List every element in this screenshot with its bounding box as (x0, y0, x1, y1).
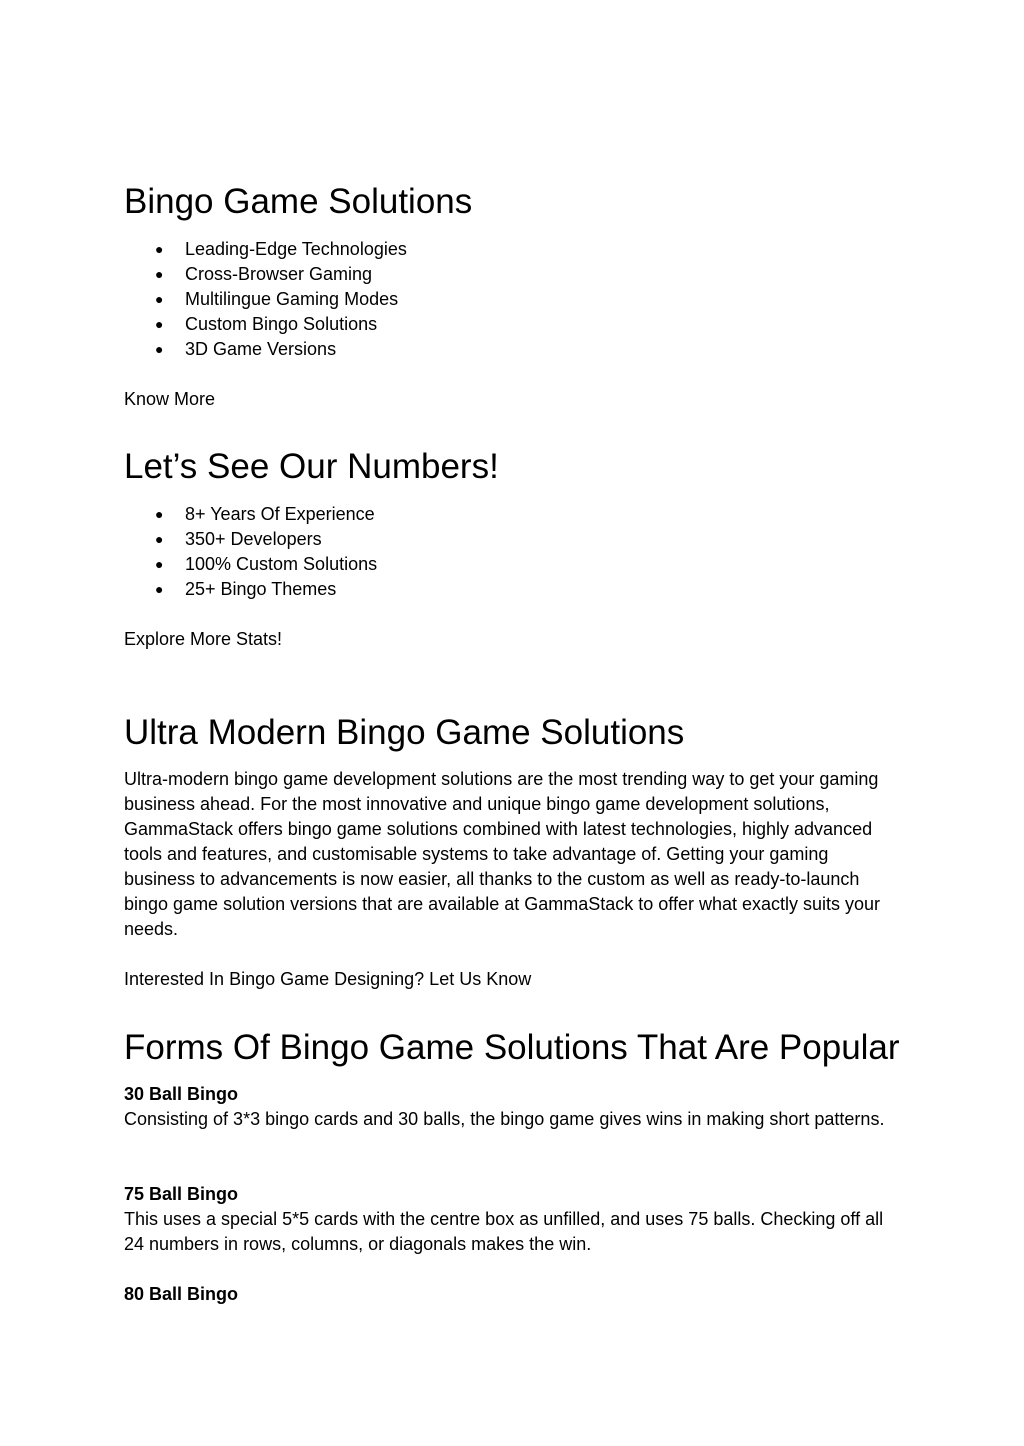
form-80-ball (124, 1282, 904, 1307)
list-item: ● 100% Custom Solutions (124, 552, 377, 577)
heading-our-numbers: Let’s See Our Numbers! (124, 447, 499, 486)
heading-bingo-game-solutions: Bingo Game Solutions (124, 182, 473, 221)
list-item: ● Custom Bingo Solutions (124, 312, 407, 337)
bullet-icon: ● (155, 581, 164, 597)
bullet-icon: ● (155, 341, 164, 357)
bullet-icon: ● (155, 291, 164, 307)
bullet-icon: ● (155, 266, 164, 282)
list-item: ● 350+ Developers (124, 527, 377, 552)
form-description: Consisting of 3*3 bingo cards and 30 balls, the bingo game gives wins in making short patterns. (124, 1109, 885, 1129)
list-item: ● Leading-Edge Technologies (124, 237, 407, 262)
bullet-icon: ● (155, 316, 164, 332)
form-title: 30 Ball Bingo (124, 1084, 239, 1104)
list-item: ● Cross-Browser Gaming (124, 262, 407, 287)
bullet-icon: ● (155, 531, 164, 547)
ultra-modern-paragraph: Ultra-modern bingo game development solutions are the most trending way to get your gaming business ahead. For the most innovative and unique bingo game development solutions, GammaStack offers bingo game solutions combined with latest technologies, highly advanced tools and features, and customisable systems to take advantage of. Getting your gaming business to advancements is now easier, all thanks to the custom as well as ready-to-launch bingo game solution versions that are available at GammaStack to offer what exactly suits your needs. (124, 769, 881, 939)
bingo-designing-cta[interactable]: Interested In Bingo Game Designing? Let Us Know (124, 969, 532, 989)
form-75-ball (124, 1182, 904, 1257)
heading-popular-forms: Forms Of Bingo Game Solutions That Are Popular (124, 1028, 900, 1067)
form-description: This uses a special 5*5 cards with the centre box as unfilled, and uses 75 balls. Checking off all 24 numbers in rows, columns, or diagonals makes the win. (124, 1209, 884, 1254)
bullet-icon: ● (155, 241, 164, 257)
explore-stats-link[interactable]: Explore More Stats! (124, 629, 283, 649)
list-item: ● 8+ Years Of Experience (124, 502, 377, 527)
features-list (124, 237, 407, 362)
bullet-icon: ● (155, 556, 164, 572)
know-more-link[interactable]: Know More (124, 389, 216, 409)
form-title: 75 Ball Bingo (124, 1184, 239, 1204)
list-item: ● Multilingue Gaming Modes (124, 287, 407, 312)
list-item: ● 25+ Bingo Themes (124, 577, 377, 602)
form-title: 80 Ball Bingo (124, 1284, 239, 1304)
form-30-ball (124, 1082, 904, 1132)
stats-list (124, 502, 377, 602)
list-item: ● 3D Game Versions (124, 337, 407, 362)
bullet-icon: ● (155, 506, 164, 522)
heading-ultra-modern: Ultra Modern Bingo Game Solutions (124, 713, 685, 752)
